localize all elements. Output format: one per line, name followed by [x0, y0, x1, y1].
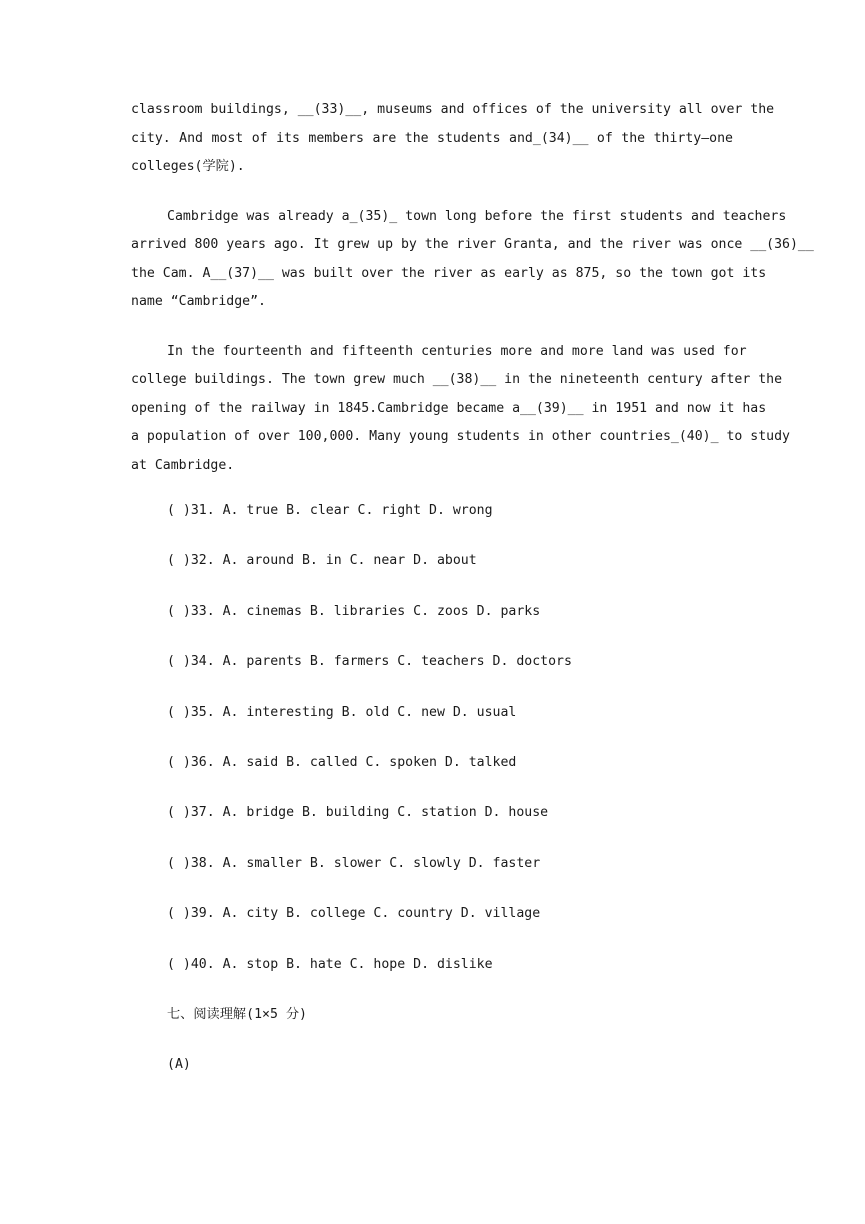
text-line: In the fourteenth and fifteenth centuries more and more land was used for	[167, 343, 747, 359]
subsection-label: (A)	[167, 1057, 191, 1073]
text-line: the Cam. A__(37)__ was built over the river as early as 875, so the town got its	[131, 265, 767, 281]
passage-paragraph-3	[131, 338, 790, 481]
document-page	[131, 96, 814, 1106]
passage-paragraph-2	[131, 203, 814, 317]
text-line: at Cambridge.	[131, 457, 235, 473]
question-option-33: ( )33. A. cinemas B. libraries C. zoos D. parks	[167, 603, 541, 619]
section-heading: 七、阅读理解(1×5 分)	[167, 1006, 307, 1022]
text-line: classroom buildings, __(33)__, museums and offices of the university all over the	[131, 102, 775, 117]
text-line: college buildings. The town grew much __(38)__ in the nineteenth century after the	[131, 372, 783, 387]
passage-paragraph-1	[131, 96, 775, 182]
text-line: name “Cambridge”.	[131, 294, 266, 309]
text-line: a population of over 100,000. Many young students in other countries_(40)_ to study	[131, 429, 790, 444]
question-option-38: ( )38. A. smaller B. slower C. slowly D. faster	[167, 855, 541, 871]
text-line: Cambridge was already a_(35)_ town long before the first students and teachers	[167, 208, 787, 224]
text-line: city. And most of its members are the students and_(34)__ of the thirty—one	[131, 130, 733, 146]
question-option-34: ( )34. A. parents B. farmers C. teachers D. doctors	[167, 654, 572, 670]
text-line: opening of the railway in 1845.Cambridge became a__(39)__ in 1951 and now it has	[131, 400, 767, 416]
question-option-35: ( )35. A. interesting B. old C. new D. usual	[167, 704, 517, 720]
text-line: colleges(学院).	[131, 159, 245, 174]
question-option-37: ( )37. A. bridge B. building C. station D. house	[167, 805, 549, 821]
question-option-40: ( )40. A. stop B. hate C. hope D. dislike	[167, 956, 493, 972]
question-option-32: ( )32. A. around B. in C. near D. about	[167, 553, 477, 569]
question-option-36: ( )36. A. said B. called C. spoken D. talked	[167, 754, 517, 770]
question-option-31: ( )31. A. true B. clear C. right D. wrong	[167, 503, 493, 518]
answer-options-list	[131, 501, 733, 1005]
text-line: arrived 800 years ago. It grew up by the river Granta, and the river was once __(36)__	[131, 237, 814, 252]
question-option-39: ( )39. A. city B. college C. country D. village	[167, 906, 541, 922]
